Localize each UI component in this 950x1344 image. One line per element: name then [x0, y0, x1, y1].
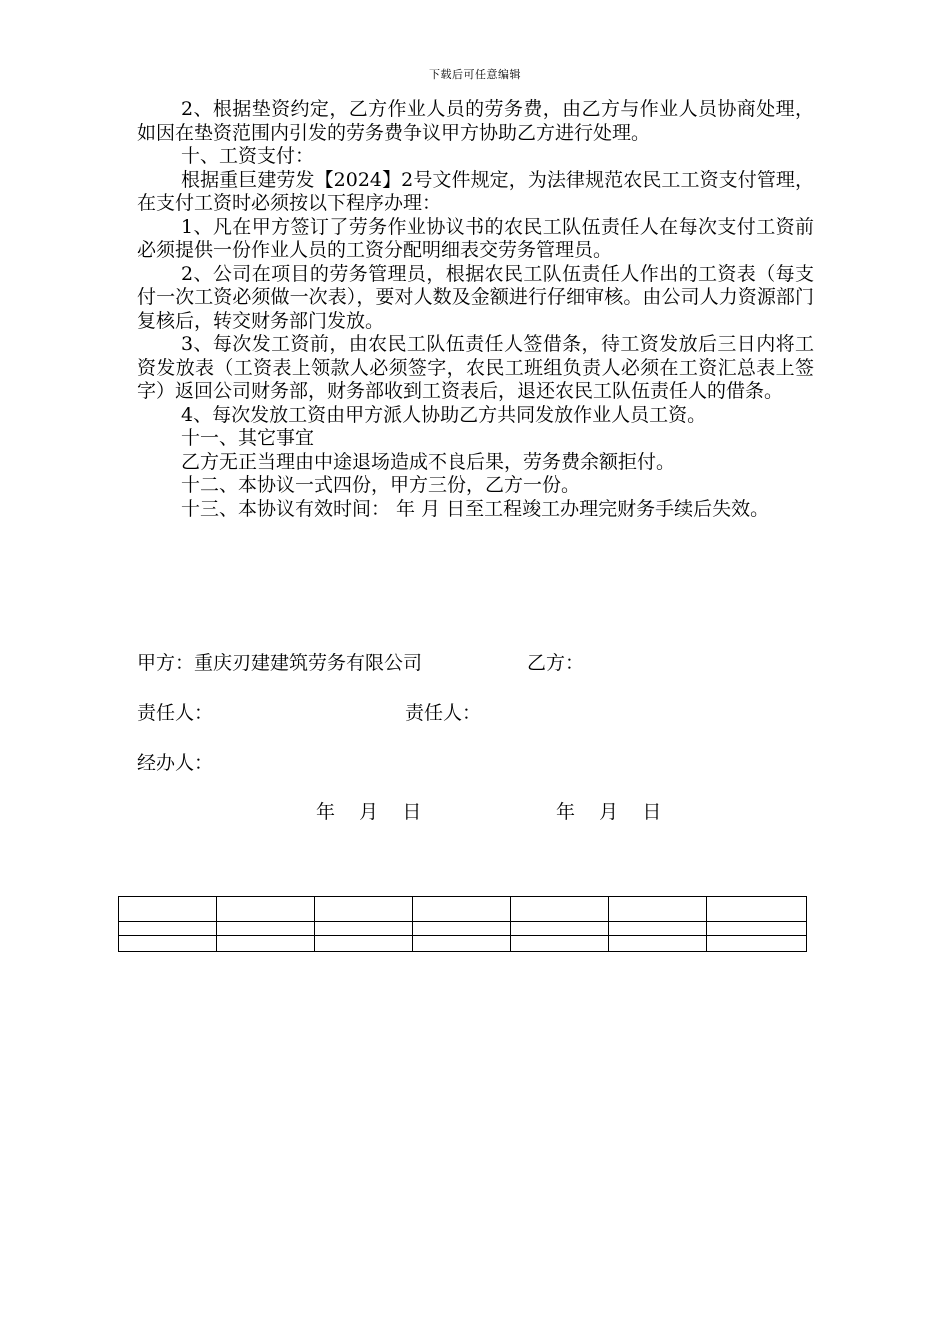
table-cell	[315, 936, 413, 952]
table-cell	[217, 936, 315, 952]
section-wage-payment-title: 十、工资支付：	[181, 145, 315, 167]
date-a: 年 月 日	[316, 801, 422, 823]
empty-grid-table	[118, 896, 807, 952]
table-cell	[511, 922, 609, 936]
responsible-person-b: 责任人：	[405, 702, 482, 724]
wage-payment-intro: 根据重巨建劳发【2024】2号文件规定，为法律规范农民工工资支付管理，在支付工资时必须按以下程序办理：	[137, 168, 814, 214]
table-row	[119, 897, 807, 922]
responsible-person-a: 责任人：	[137, 702, 214, 724]
party-b-label: 乙方：	[527, 652, 585, 674]
table-cell	[413, 922, 511, 936]
table-cell	[217, 922, 315, 936]
table-cell	[511, 936, 609, 952]
wage-step-2: 2、公司在项目的劳务管理员，根据农民工队伍责任人作出的工资表（每支付一次工资必须做一次表），要对人数及金额进行仔细审核。由公司人力资源部门复核后，转交财务部门发放。	[137, 262, 814, 332]
clause-advance-payment: 2、根据垫资约定，乙方作业人员的劳务费，由乙方与作业人员协商处理，如因在垫资范围内引发的劳务费争议甲方协助乙方进行处理。	[137, 98, 814, 144]
table-cell	[413, 897, 511, 922]
table-cell	[707, 897, 807, 922]
agreement-body	[137, 98, 814, 521]
wage-step-1: 1、凡在甲方签订了劳务作业协议书的农民工队伍责任人在每次支付工资前必须提供一份作业人员的工资分配明细表交劳务管理员。	[137, 215, 814, 261]
table-cell	[511, 897, 609, 922]
table-cell	[119, 922, 217, 936]
table-cell	[119, 936, 217, 952]
page-header: 下载后可任意编辑	[429, 68, 521, 81]
table-cell	[609, 936, 707, 952]
table-cell	[609, 922, 707, 936]
handler-label: 经办人：	[137, 752, 214, 774]
table-row	[119, 922, 807, 936]
table-cell	[315, 922, 413, 936]
table-row	[119, 936, 807, 952]
table-cell	[217, 897, 315, 922]
table-cell	[413, 936, 511, 952]
table-cell	[609, 897, 707, 922]
table-cell	[315, 897, 413, 922]
other-matters-text: 乙方无正当理由中途退场造成不良后果，劳务费余额拒付。	[181, 450, 676, 473]
table-cell	[707, 936, 807, 952]
clause-copies: 十二、本协议一式四份，甲方三份，乙方一份。	[181, 474, 581, 496]
wage-step-4: 4、每次发放工资由甲方派人协助乙方共同发放作业人员工资。	[181, 403, 707, 426]
date-b: 年 月 日	[556, 801, 662, 823]
section-other-matters-title: 十一、其它事宜	[181, 427, 315, 449]
table-cell	[119, 897, 217, 922]
wage-step-3: 3、每次发工资前，由农民工队伍责任人签借条，待工资发放后三日内将工资发放表（工资表上领款人必须签字，农民工班组负责人必须在工资汇总表上签字）返回公司财务部，财务部收到工资表后，退还农民工队伍责任人的借条。	[137, 333, 814, 402]
party-a-label: 甲方：重庆刃建建筑劳务有限公司	[137, 652, 423, 674]
table-cell	[707, 922, 807, 936]
clause-validity: 十三、本协议有效时间： 年 月 日至工程竣工办理完财务手续后失效。	[181, 497, 770, 520]
